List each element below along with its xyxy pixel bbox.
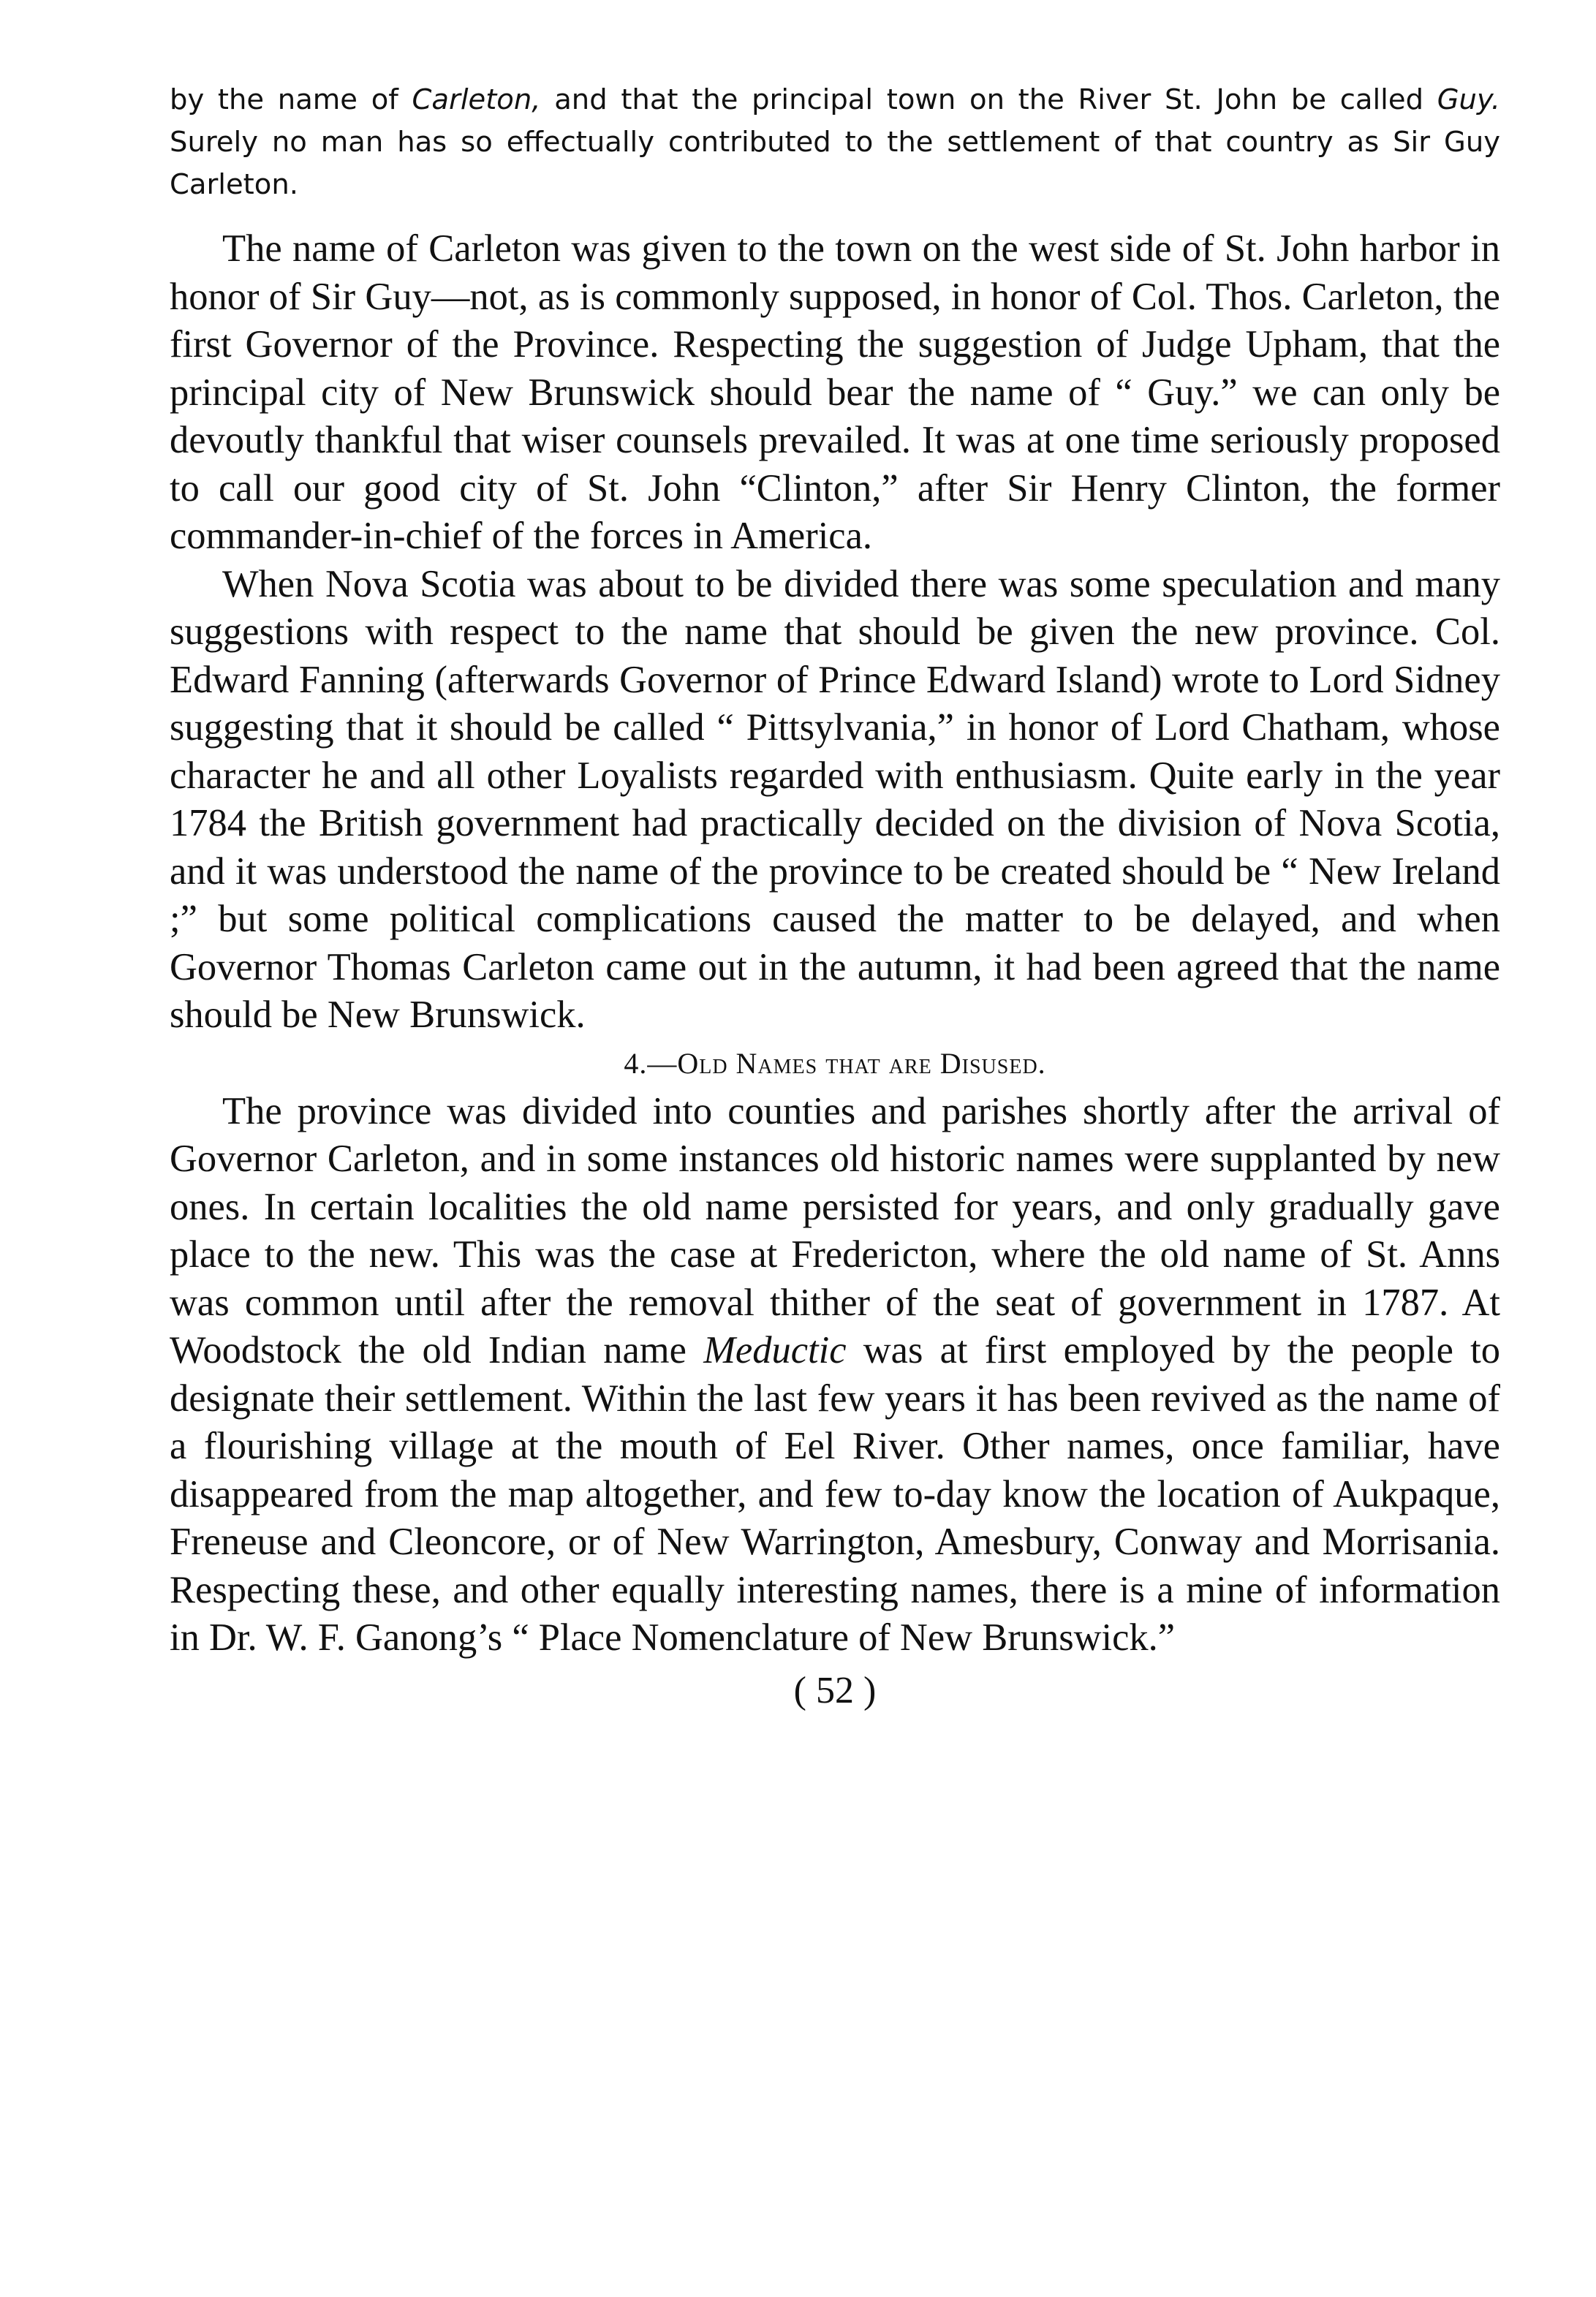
text-run: When Nova Scotia was about to be divided there was some speculation and many suggestions with respect to the name that should be given the new province. Col. Edward Fanning (afterwards Governor of Prince Edward Island) wrote to Lord Sidney suggesting that it should be called “ Pittsylvania,” in honor of Lord Chatham, whose character he and all other Loyalists regarded with enthusiasm. Quite early in the year 1784 the British government had practically decided on the division of Nova Scotia, and it was understood the name of the province to be created should be “ New Ireland ;” but some political complications caused the matter to be delayed, and when Governor Thomas Carleton came out in the autumn, it had been agreed that the name should be New Brunswick. [170, 562, 1500, 1036]
italic-text: Guy. [1437, 83, 1500, 116]
text-run: was at first employed by the people to designate their settlement. Within the last few years it has been revived as the name of a flourishing village at the mouth of Eel River. Other names, once familiar, have disappeared from the map altogether, and few to-day know the location of Aukpaque, Freneuse and Cleoncore, or of New Warrington, Amesbury, Conway and Morrisania. Respecting these, and other equally interesting names, there is a mine of information in Dr. W. F. Ganong’s “ Place Nomenclature of New Brunswick.” [170, 1329, 1501, 1659]
text-run: Surely no man has so effectually contributed to the settlement of that country as Sir Guy Carleton. [170, 126, 1500, 201]
page-content [170, 79, 1500, 1715]
body-after-heading [170, 1088, 1500, 1662]
text-run: and that the principal town on the River St. John be called [540, 83, 1437, 116]
body-paragraph [170, 1088, 1500, 1662]
text-run: The province was divided into counties and parishes shortly after the arrival of Governor Carleton, and in some instances old historic names were supplanted by new ones. In certain localities the old name persisted for years, and only gradually gave place to the new. This was the case at Fredericton, where the old name of St. Anns was common until after the removal thither of the seat of government in 1787. At Woodstock the old Indian name [170, 1089, 1500, 1371]
body-before-heading [170, 225, 1500, 1040]
text-run: The name of Carleton was given to the town on the west side of St. John harbor in honor of Sir Guy—not, as is commonly supposed, in honor of Col. Thos. Carleton, the first Governor of the Province. Respecting the suggestion of Judge Upham, that the principal city of New Brunswick should bear the name of “ Guy.” we can only be devoutly thankful that wiser counsels prevailed. It was at one time seriously proposed to call our good city of St. John “Clinton,” after Sir Henry Clinton, the former commander-in-chief of the forces in America. [170, 227, 1500, 557]
page-number: ( 52 ) [793, 1669, 877, 1711]
footnote-paragraph [170, 79, 1500, 206]
italic-text: Meductic [703, 1329, 847, 1371]
italic-text: Carleton, [412, 83, 541, 116]
body-paragraph [170, 561, 1500, 1040]
text-run: by the name of [170, 83, 412, 116]
section-heading: 4.—Old Names that are Disused. [624, 1046, 1046, 1080]
body-paragraph [170, 225, 1500, 561]
